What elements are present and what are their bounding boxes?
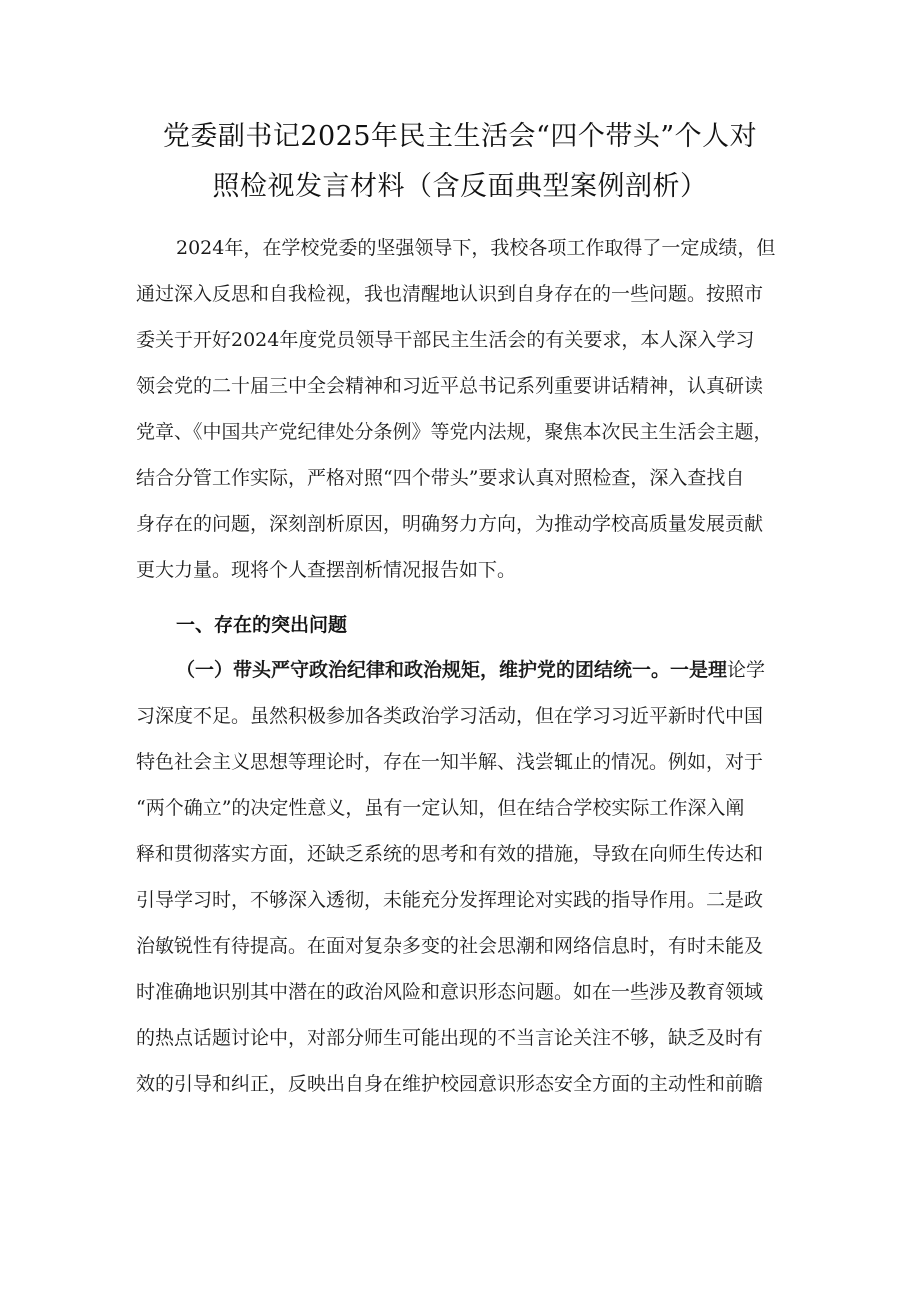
body-line: 治敏锐性有待提高。在面对复杂多变的社会思潮和网络信息时，有时未能及: [136, 935, 764, 957]
body-line: 释和贯彻落实方面，还缺乏系统的思考和有效的措施，导致在向师生传达和: [136, 843, 764, 865]
intro-line: 结合分管工作实际，严格对照“四个带头”要求认真对照检查，深入查找自: [136, 467, 745, 489]
body-line: 特色社会主义思想等理论时，存在一知半解、浅尝辄止的情况。例如，对于: [136, 751, 764, 773]
intro-line: 领会党的二十届三中全会精神和习近平总书记系列重要讲话精神，认真研读: [136, 375, 764, 397]
intro-line: 委关于开好2024年度党员领导干部民主生活会的有关要求，本人深入学习: [136, 329, 755, 351]
intro-line: 通过深入反思和自我检视，我也清醒地认识到自身存在的一些问题。按照市: [136, 283, 764, 305]
subsection-heading: （一）带头严守政治纪律和政治规矩，维护党的团结统一。一是理: [176, 659, 728, 681]
section-heading: 一、存在的突出问题: [176, 614, 348, 636]
body-line: 效的引导和纠正，反映出自身在维护校园意识形态安全方面的主动性和前瞻: [136, 1073, 764, 1095]
document-title-line-1: 党委副书记2025年民主生活会“四个带头”个人对: [162, 121, 758, 152]
subsection-text: 论学: [727, 659, 766, 681]
body-line: “两个确立”的决定性意义，虽有一定认知，但在结合学校实际工作深入阐: [136, 797, 745, 819]
body-line: 的热点话题讨论中，对部分师生可能出现的不当言论关注不够，缺乏及时有: [136, 1027, 764, 1049]
intro-line: 2024年，在学校党委的坚强领导下，我校各项工作取得了一定成绩，但: [176, 237, 776, 259]
subsection-first-line: [176, 658, 765, 682]
body-line: 时准确地识别其中潜在的政治风险和意识形态问题。如在一些涉及教育领域: [136, 981, 764, 1003]
intro-line: 更大力量。现将个人查摆剖析情况报告如下。: [136, 559, 517, 581]
body-line: 引导学习时，不够深入透彻，未能充分发挥理论对实践的指导作用。二是政: [136, 889, 764, 911]
intro-line: 党章、《中国共产党纪律处分条例》等党内法规，聚焦本次民主生活会主题，: [136, 421, 773, 443]
body-line: 习深度不足。虽然积极参加各类政治学习活动，但在学习习近平新时代中国: [136, 705, 764, 727]
intro-line: 身存在的问题，深刻剖析原因，明确努力方向，为推动学校高质量发展贡献: [136, 513, 764, 535]
document-title-line-2: 照检视发言材料（含反面典型案例剖析）: [212, 171, 708, 202]
